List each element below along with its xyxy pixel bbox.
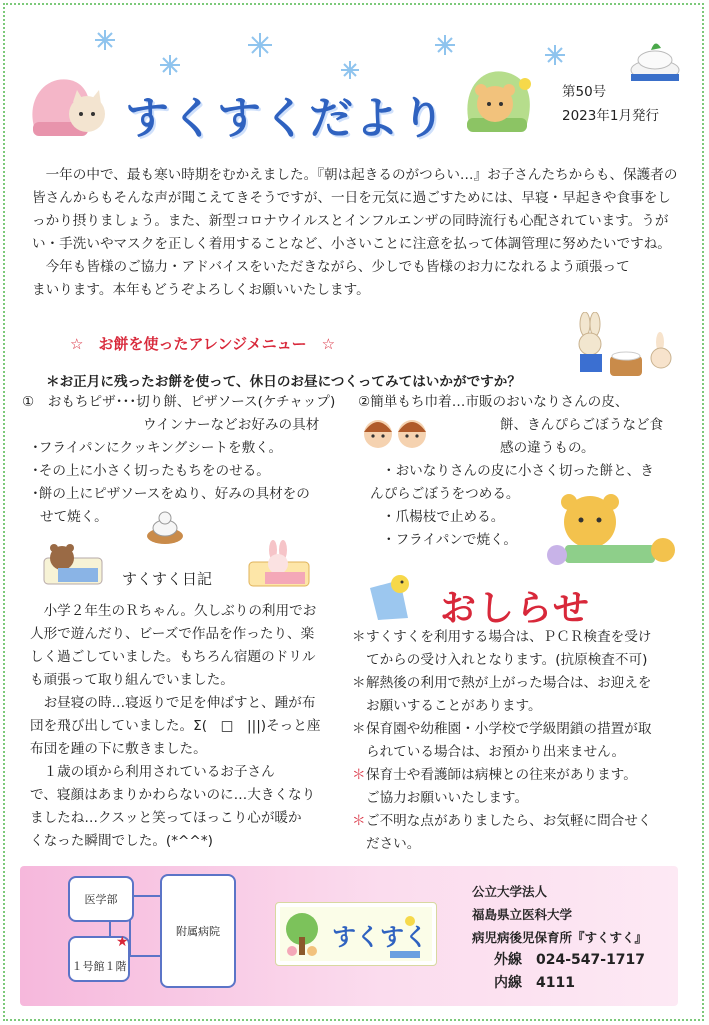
map-hospital-label: 附属病院 [176,925,220,938]
int-phone: 4111 [536,975,575,991]
mochi-section-title: ☆ お餅を使ったアレンジメニュー ☆ [70,335,336,353]
kagami-mochi-icon [625,38,685,83]
nikki-line: ましたね…クスッと笑ってほっこり心が暖か [30,810,302,826]
menu-kinchaku-step: ・おいなりさんの皮に小さく切った餅と、き [382,463,654,479]
issue-date: 2023年1月発行 [562,108,659,124]
oshirase-item [352,672,687,718]
oshirase-line: 保育士や看護師は病棟との往来があります。 [366,767,637,783]
org-line: 公立大学法人 [472,884,548,899]
issue-info [562,80,659,128]
menu-kinchaku-step: ・フライパンで焼く。 [382,532,517,548]
nikki-line: 小学２年生のＲちゃん。久しぶりの利用でお [30,603,317,619]
map-med-label: 医学部 [84,893,118,906]
asterisk-marker: ＊ [352,675,366,691]
map-med-building [68,876,134,922]
nikki-line: 人形で遊んだり、ビーズで作品を作ったり、楽 [30,626,315,642]
org-line: 福島県立医科大学 [472,907,573,922]
menu-pizza-heading-cont: ウインナーなどお好みの具材 [143,417,320,433]
chick-snow-illustration [360,568,420,623]
menu-kinchaku-heading-cont: 感の違うもの。 [500,440,595,456]
oshirase-line: ご協力お願いいたします。 [366,790,529,806]
mochi-question: ＊お正月に残ったお餅を使って、休日のお昼につくってみてはいかがですか？ [46,374,521,390]
intro-paragraph-2: 今年も皆様のご協力・アドバイスをいただきながら、少しでも皆様のお力になれるよう頑張ってまいります。本年もどうぞよろしくお願いいたします。 [32,259,630,298]
nikki-line: お昼寝の時…寝返りで足を伸ばすと、踵が布 [30,695,316,711]
ext-phone: 024-547-1717 [536,952,646,968]
sleeping-rabbit-illustration [245,540,315,590]
menu-kinchaku-step: んぴらごぼうをつめる。 [370,486,520,502]
menu-pizza-step: せて焼く。 [40,509,108,525]
map-hospital-building [160,874,236,988]
nikki-line: しく過ごしていました。もちろん宿題のドリル [30,649,316,665]
intro-paragraph-1: 一年の中で、最も寒い時期をむかえました。『朝は起きるのがつらい…』お子さんたちからも、保護者の皆さんからもそんな声が聞こえてきそうですが、一日を元気に過ごすためには、早寝・早起きや食事をしっかり摂りましょう。また、新型コロナウイルスとインフルエンザの同時流行も心配されています。うがい・手洗いやマスクを正しく着用することなど、小さいことに注意を払って体調管理に努めたいですね。 [32,167,678,252]
nikki-line: 団を飛び出していました。Σ( □ |||)そっと座 [30,718,321,734]
menu-pizza-step: ･フライパンにクッキングシートを敷く。 [32,440,283,456]
oshirase-item [352,626,687,672]
nikki-line: も頑張って取り組んでいました。 [30,672,234,688]
rabbit-mochi-pounding-illustration [565,312,680,382]
mitten-cat-illustration [25,70,115,140]
contact-info [472,880,647,995]
oshirase-line: すくすくを利用する場合は、ＰＣＲ検査を受け [366,629,652,645]
asterisk-marker: ＊ [352,767,366,783]
menu-kinchaku-step: ・爪楊枝で止める。 [382,509,505,525]
asterisk-marker: ＊ [352,629,366,645]
menu-kinchaku-heading-cont: 餅、きんぴらごぼうなど食 [500,417,664,433]
logo-text: すくすく [332,923,428,951]
oshirase-item [352,810,687,856]
oshirase-line: てからの受け入れとなります。(抗原検査不可) [366,652,648,668]
oshirase-line: 解熱後の利用で熱が上がった場合は、お迎えを [366,675,652,691]
sukusuku-logo [275,902,437,966]
mitten-bear-illustration [455,62,550,137]
nikki-line: くなった瞬間でした。(*^^*) [30,833,213,849]
menu-pizza-step: ･餅の上にピザソースをぬり、好みの具材をの [32,486,310,502]
oshirase-list [352,626,687,856]
nikki-title: すくすく日記 [122,570,213,588]
nikki-line: で、寝顔はあまりかわらないのに…大きくなり [30,787,316,803]
asterisk-marker: ＊ [352,813,366,829]
nikki-body [30,600,335,853]
menu-pizza-heading: ① おもちピザ･･･切り餅、ピザソース(ケチャップ) [22,394,336,410]
oshirase-line: 保育園や幼稚園・小学校で学級閉鎖の措置が取 [366,721,652,737]
location-star-icon: ★ [116,934,129,950]
int-label: 内線 [494,975,522,991]
menu-pizza-step: ･その上に小さく切ったもちをのせる。 [32,463,270,479]
intro-text [32,164,682,302]
nikki-line: １歳の頃から利用されているお子さん [30,764,275,780]
newsletter-title: すくすくだより [125,93,447,144]
oshirase-item [352,718,687,764]
oshirase-line: ださい。 [366,836,421,852]
org-line: 病児病後児保育所『すくすく』 [472,930,648,945]
asterisk-marker: ＊ [352,721,366,737]
oshirase-line: ご不明な点がありましたら、お気軽に問合せく [366,813,652,829]
map-building1-label: １号館１階 [71,960,127,973]
oshirase-line: お願いすることがあります。 [366,698,542,714]
sleeping-bear-illustration [38,540,108,588]
ext-label: 外線 [494,952,522,968]
nikki-line: 布団を踵の下に敷きました。 [30,741,207,757]
menu-kinchaku-heading: ②簡単もち巾着…市販のおいなりさんの皮、 [358,394,629,410]
oshirase-item [352,764,687,810]
oshirase-title: おしらせ [440,587,591,629]
bear-eating-illustration [545,490,685,575]
mochi-icon [143,508,188,548]
oshirase-line: られている場合は、お預かり出来ません。 [366,744,626,760]
issue-number: 第50号 [562,84,607,100]
